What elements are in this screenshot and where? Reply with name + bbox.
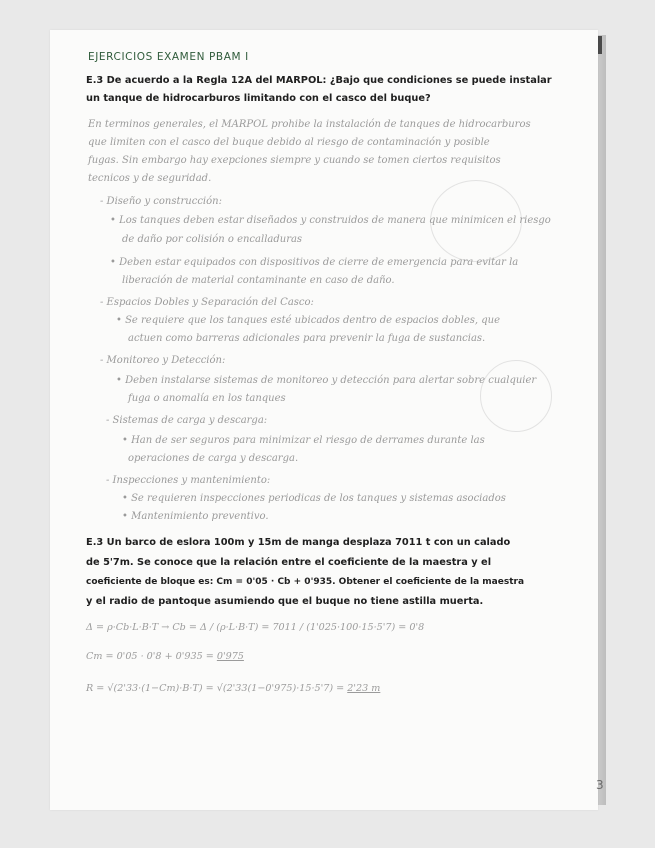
answer-bullet: • Han de ser seguros para minimizar el riesgo de derrames durante las bbox=[122, 435, 485, 446]
answer-heading: - Espacios Dobles y Separación del Casco: bbox=[100, 297, 314, 308]
answer-line: de daño por colisión o encalladuras bbox=[122, 234, 303, 245]
answer-heading: - Diseño y construcción: bbox=[100, 196, 222, 207]
question-2-line: coeficiente de bloque es: Cm = 0'05 · Cb + 0'935. Obtener el coeficiente de la maestra bbox=[86, 577, 525, 587]
answer-bullet: • Los tanques deben estar diseñados y construidos de manera que minimicen el riesgo bbox=[110, 215, 551, 226]
result-value: 2'23 m bbox=[347, 683, 381, 694]
question-1-line: E.3 De acuerdo a la Regla 12A del MARPOL: ¿Bajo que condiciones se puede instalar bbox=[86, 75, 552, 86]
answer-line: que limiten con el casco del buque debido al riesgo de contaminación y posible bbox=[88, 137, 490, 148]
answer-line: En terminos generales, el MARPOL prohibe la instalación de tanques de hidrocarburos bbox=[88, 119, 531, 130]
question-1-line: un tanque de hidrocarburos limitando con el casco del buque? bbox=[86, 93, 431, 104]
paper-stain bbox=[480, 360, 552, 432]
notebook-page bbox=[50, 30, 598, 810]
question-2-line: y el radio de pantoque asumiendo que el buque no tiene astilla muerta. bbox=[86, 596, 484, 607]
equation-text: R = √(2'33·(1−Cm)·B·T) = √(2'33(1−0'975)·15·5'7) = bbox=[86, 683, 348, 694]
answer-bullet: • Se requiere que los tanques esté ubicados dentro de espacios dobles, que bbox=[116, 315, 501, 326]
answer-line: actuen como barreras adicionales para prevenir la fuga de sustancias. bbox=[128, 333, 486, 344]
question-2-line: E.3 Un barco de eslora 100m y 15m de manga desplaza 7011 t con un calado bbox=[86, 537, 511, 548]
answer-line: operaciones de carga y descarga. bbox=[128, 453, 299, 464]
solution-bilge-radius bbox=[86, 684, 380, 694]
answer-heading: - Inspecciones y mantenimiento: bbox=[106, 475, 271, 486]
result-value: 0'975 bbox=[216, 651, 244, 662]
question-2-line: de 5'7m. Se conoce que la relación entre el coeficiente de la maestra y el bbox=[86, 557, 492, 568]
answer-line: liberación de material contaminante en caso de daño. bbox=[122, 275, 395, 286]
answer-bullet: • Deben estar equipados con dispositivos de cierre de emergencia para evitar la bbox=[110, 257, 519, 268]
equation-text: Cm = 0'05 · 0'8 + 0'935 = bbox=[86, 651, 217, 662]
solution-midship-coefficient bbox=[86, 652, 244, 662]
answer-bullet: • Mantenimiento preventivo. bbox=[122, 511, 269, 522]
answer-line: fuga o anomalía en los tanques bbox=[128, 393, 286, 404]
answer-line: fugas. Sin embargo hay exepciones siempre y cuando se tomen ciertos requisitos bbox=[88, 155, 501, 166]
answer-heading: - Monitoreo y Detección: bbox=[100, 355, 226, 366]
answer-line: tecnicos y de seguridad. bbox=[88, 173, 212, 184]
answer-bullet: • Deben instalarse sistemas de monitoreo y detección para alertar sobre cualquier bbox=[116, 375, 537, 386]
answer-bullet: • Se requieren inspecciones periodicas de los tanques y sistemas asociados bbox=[122, 493, 506, 504]
answer-heading: - Sistemas de carga y descarga: bbox=[106, 415, 268, 426]
page-title: EJERCICIOS EXAMEN PBAM I bbox=[88, 51, 249, 63]
page-number: 3 bbox=[596, 778, 604, 792]
solution-block-coefficient: Δ = ρ·Cb·L·B·T → Cb = Δ / (ρ·L·B·T) = 7011 / (1'025·100·15·5'7) = 0'8 bbox=[86, 622, 425, 633]
